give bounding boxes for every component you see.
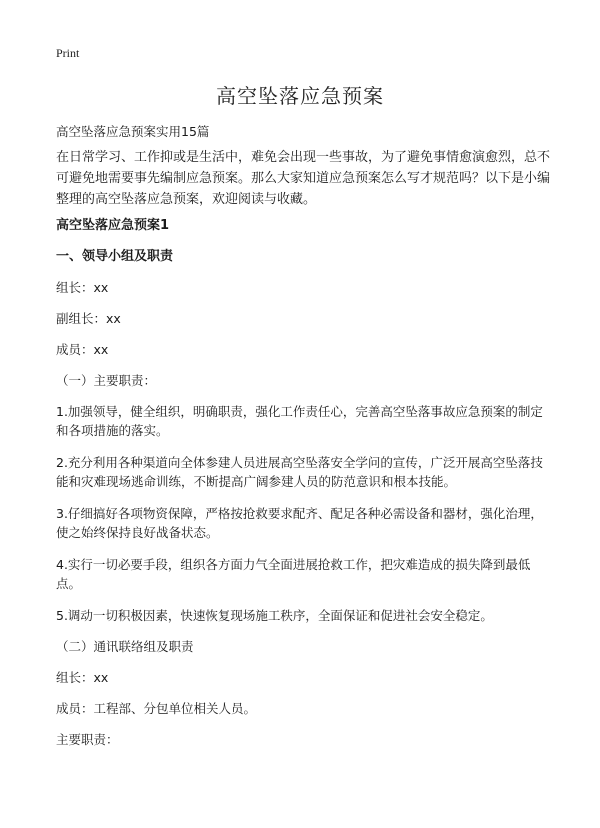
part-heading: 一、领导小组及职责: [56, 249, 174, 264]
members-line: 成员：xx: [56, 342, 109, 357]
print-label: Print: [56, 46, 80, 60]
leader-line: 组长：xx: [56, 280, 109, 295]
intro-paragraph: 在日常学习、工作抑或是生活中，难免会出现一些事故，为了避免事情愈演愈烈，总不可避免地需要事先编制应急预案。那么大家知道应急预案怎么写才规范吗？以下是小编整理的高空坠落应急预案，欢迎阅读与收藏。: [56, 150, 551, 207]
comm-leader-line: 组长：xx: [56, 670, 109, 685]
page-title: 高空坠落应急预案: [216, 84, 384, 108]
duties-heading: （一）主要职责：: [56, 373, 157, 388]
vice-leader-line: 副组长：xx: [56, 311, 121, 326]
duty-item: 3.仔细搞好各项物资保障，严格按抢救要求配齐、配足各种必需设备和器材，强化治理，使之始终保持良好战备状态。: [56, 506, 543, 540]
duty-item: 4.实行一切必要手段，组织各方面力气全面进展抢救工作，把灾难造成的损失降到最低点。: [56, 557, 531, 591]
duty-item: 2.充分利用各种渠道向全体参建人员进展高空坠落安全学问的宣传，广泛开展高空坠落技能和灾难现场逃命训练，不断提高广阔参建人员的防范意识和根本技能。: [56, 455, 543, 489]
duty-item: 1.加强领导，健全组织，明确职责，强化工作责任心，完善高空坠落事故应急预案的制定和各项措施的落实。: [56, 404, 543, 438]
document-body: [56, 216, 550, 761]
comm-duties-line: 主要职责：: [56, 732, 119, 747]
document-subtitle: 高空坠落应急预案实用15篇: [56, 124, 210, 139]
section-heading: 高空坠落应急预案1: [56, 218, 170, 233]
comm-members-line: 成员：工程部、分包单位相关人员。: [56, 701, 257, 716]
duty-item: 5.调动一切积极因素，快速恢复现场施工秩序，全面保证和促进社会安全稳定。: [56, 608, 493, 623]
comm-heading: （二）通讯联络组及职责: [56, 639, 194, 654]
